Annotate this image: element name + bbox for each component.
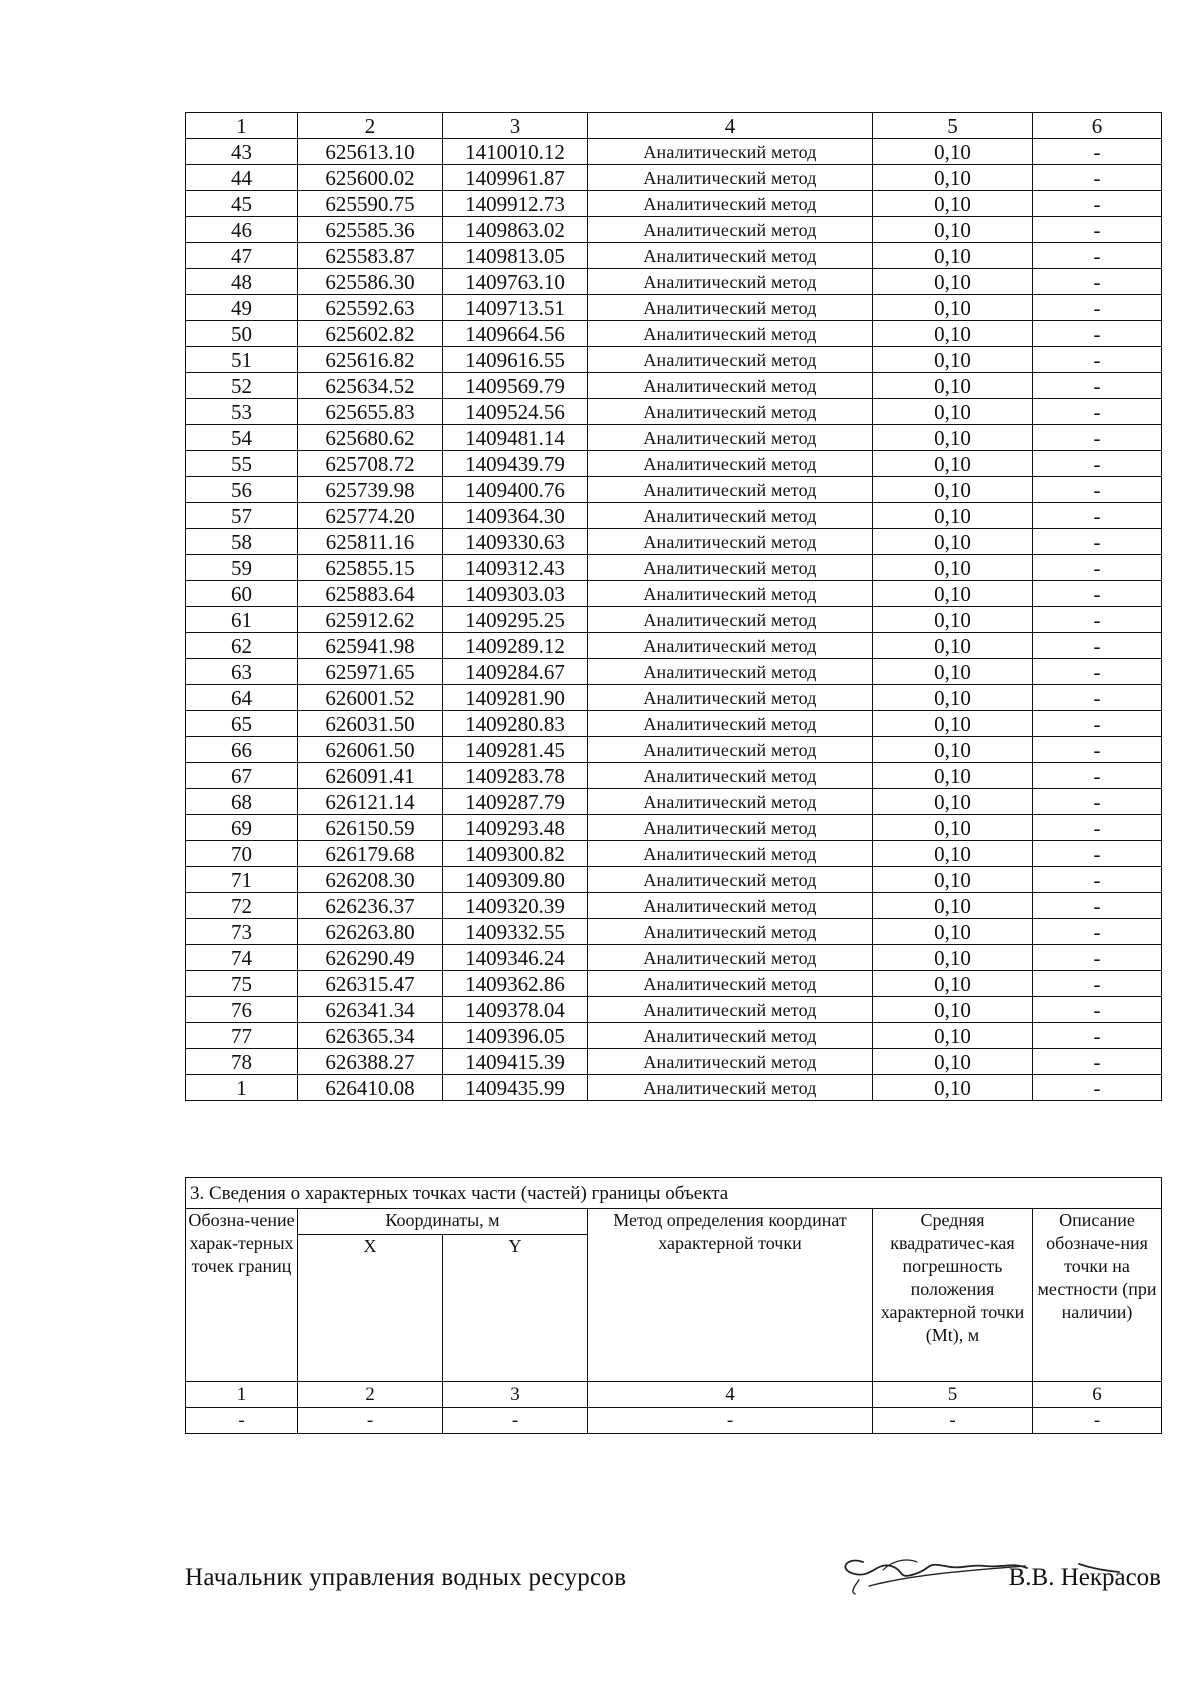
x-coordinate-cell: 626121.14 [298, 789, 443, 815]
y-coordinate-cell: 1409378.04 [443, 997, 588, 1023]
description-cell: - [1033, 607, 1162, 633]
error-cell: 0,10 [873, 139, 1033, 165]
error-cell: 0,10 [873, 737, 1033, 763]
header-row [186, 1209, 1162, 1235]
point-number-cell: 46 [186, 217, 298, 243]
x-coordinate-cell: 626091.41 [298, 763, 443, 789]
table-row [186, 919, 1162, 945]
table-row [186, 503, 1162, 529]
description-cell: - [1033, 945, 1162, 971]
x-coordinate-cell: 626290.49 [298, 945, 443, 971]
error-cell: 0,10 [873, 243, 1033, 269]
column-number-cell: 6 [1033, 113, 1162, 139]
y-coordinate-cell: 1409295.25 [443, 607, 588, 633]
column-number-cell: 4 [588, 113, 873, 139]
empty-cell: - [873, 1408, 1033, 1434]
x-coordinate-cell: 625883.64 [298, 581, 443, 607]
x-coordinate-cell: 625592.63 [298, 295, 443, 321]
table-row [186, 451, 1162, 477]
column-number-cell: 1 [186, 113, 298, 139]
method-cell: Аналитический метод [588, 633, 873, 659]
method-cell: Аналитический метод [588, 919, 873, 945]
description-cell: - [1033, 971, 1162, 997]
point-number-cell: 50 [186, 321, 298, 347]
table-row [186, 529, 1162, 555]
part-boundary-points-table [185, 1177, 1162, 1434]
method-cell: Аналитический метод [588, 373, 873, 399]
method-cell: Аналитический метод [588, 503, 873, 529]
description-cell: - [1033, 659, 1162, 685]
method-cell: Аналитический метод [588, 893, 873, 919]
error-cell: 0,10 [873, 529, 1033, 555]
x-coordinate-cell: 625590.75 [298, 191, 443, 217]
x-coordinate-cell: 625655.83 [298, 399, 443, 425]
point-number-cell: 53 [186, 399, 298, 425]
description-cell: - [1033, 1023, 1162, 1049]
error-cell: 0,10 [873, 971, 1033, 997]
point-number-cell: 65 [186, 711, 298, 737]
table-row [186, 321, 1162, 347]
error-cell: 0,10 [873, 321, 1033, 347]
method-cell: Аналитический метод [588, 581, 873, 607]
table-row [186, 165, 1162, 191]
error-cell: 0,10 [873, 217, 1033, 243]
y-coordinate-cell: 1409961.87 [443, 165, 588, 191]
y-coordinate-cell: 1409320.39 [443, 893, 588, 919]
y-coordinate-cell: 1409332.55 [443, 919, 588, 945]
point-number-cell: 76 [186, 997, 298, 1023]
x-coordinate-cell: 625739.98 [298, 477, 443, 503]
point-number-cell: 70 [186, 841, 298, 867]
method-cell: Аналитический метод [588, 685, 873, 711]
table-row [186, 1023, 1162, 1049]
empty-data-row [186, 1408, 1162, 1434]
description-cell: - [1033, 217, 1162, 243]
description-cell: - [1033, 191, 1162, 217]
table-row [186, 763, 1162, 789]
point-number-cell: 75 [186, 971, 298, 997]
x-coordinate-cell: 625941.98 [298, 633, 443, 659]
table-row [186, 373, 1162, 399]
table-row [186, 1075, 1162, 1101]
description-cell: - [1033, 399, 1162, 425]
method-cell: Аналитический метод [588, 269, 873, 295]
column-number-cell: 3 [443, 113, 588, 139]
point-number-cell: 62 [186, 633, 298, 659]
y-coordinate-cell: 1409309.80 [443, 867, 588, 893]
column-number-row [186, 113, 1162, 139]
table-row [186, 581, 1162, 607]
point-number-cell: 68 [186, 789, 298, 815]
point-number-cell: 57 [186, 503, 298, 529]
signatory-name: В.В. Некрасов [1008, 1564, 1161, 1591]
table-row [186, 685, 1162, 711]
error-cell: 0,10 [873, 945, 1033, 971]
y-coordinate-cell: 1409863.02 [443, 217, 588, 243]
error-cell: 0,10 [873, 659, 1033, 685]
table-row [186, 945, 1162, 971]
x-coordinate-cell: 625583.87 [298, 243, 443, 269]
error-cell: 0,10 [873, 503, 1033, 529]
y-coordinate-cell: 1409293.48 [443, 815, 588, 841]
method-cell: Аналитический метод [588, 191, 873, 217]
method-cell: Аналитический метод [588, 295, 873, 321]
point-number-cell: 67 [186, 763, 298, 789]
table-row [186, 347, 1162, 373]
table-row [186, 139, 1162, 165]
y-coordinate-cell: 1409912.73 [443, 191, 588, 217]
description-cell: - [1033, 373, 1162, 399]
header-point-designation: Обозна-чение харак-терных точек границ [186, 1209, 298, 1382]
table-row [186, 737, 1162, 763]
method-cell: Аналитический метод [588, 841, 873, 867]
method-cell: Аналитический метод [588, 451, 873, 477]
x-coordinate-cell: 626388.27 [298, 1049, 443, 1075]
description-cell: - [1033, 763, 1162, 789]
method-cell: Аналитический метод [588, 1049, 873, 1075]
x-coordinate-cell: 625586.30 [298, 269, 443, 295]
y-coordinate-cell: 1409524.56 [443, 399, 588, 425]
description-cell: - [1033, 529, 1162, 555]
table-row [186, 633, 1162, 659]
header-description: Описание обозначе-ния точки на местности (при наличии) [1033, 1209, 1162, 1382]
y-coordinate-cell: 1409281.90 [443, 685, 588, 711]
boundary-points-table [185, 112, 1162, 1101]
y-coordinate-cell: 1409813.05 [443, 243, 588, 269]
point-number-cell: 66 [186, 737, 298, 763]
empty-cell: - [298, 1408, 443, 1434]
y-coordinate-cell: 1410010.12 [443, 139, 588, 165]
method-cell: Аналитический метод [588, 321, 873, 347]
empty-cell: - [588, 1408, 873, 1434]
x-coordinate-cell: 626315.47 [298, 971, 443, 997]
method-cell: Аналитический метод [588, 529, 873, 555]
point-number-cell: 1 [186, 1075, 298, 1101]
error-cell: 0,10 [873, 997, 1033, 1023]
error-cell: 0,10 [873, 763, 1033, 789]
point-number-cell: 64 [186, 685, 298, 711]
x-coordinate-cell: 626179.68 [298, 841, 443, 867]
x-coordinate-cell: 625708.72 [298, 451, 443, 477]
x-coordinate-cell: 626365.34 [298, 1023, 443, 1049]
method-cell: Аналитический метод [588, 711, 873, 737]
point-number-cell: 72 [186, 893, 298, 919]
y-coordinate-cell: 1409664.56 [443, 321, 588, 347]
y-coordinate-cell: 1409312.43 [443, 555, 588, 581]
table-row [186, 971, 1162, 997]
method-cell: Аналитический метод [588, 659, 873, 685]
column-number-cell: 5 [873, 113, 1033, 139]
point-number-cell: 77 [186, 1023, 298, 1049]
x-coordinate-cell: 626150.59 [298, 815, 443, 841]
column-number-cell: 4 [588, 1382, 873, 1408]
table-row [186, 607, 1162, 633]
error-cell: 0,10 [873, 1049, 1033, 1075]
table-row [186, 841, 1162, 867]
x-coordinate-cell: 625912.62 [298, 607, 443, 633]
y-coordinate-cell: 1409362.86 [443, 971, 588, 997]
error-cell: 0,10 [873, 841, 1033, 867]
error-cell: 0,10 [873, 685, 1033, 711]
y-coordinate-cell: 1409481.14 [443, 425, 588, 451]
table-row [186, 711, 1162, 737]
table-row [186, 295, 1162, 321]
error-cell: 0,10 [873, 1023, 1033, 1049]
x-coordinate-cell: 625634.52 [298, 373, 443, 399]
y-coordinate-cell: 1409330.63 [443, 529, 588, 555]
description-cell: - [1033, 867, 1162, 893]
error-cell: 0,10 [873, 451, 1033, 477]
point-number-cell: 59 [186, 555, 298, 581]
table-row [186, 867, 1162, 893]
error-cell: 0,10 [873, 373, 1033, 399]
y-coordinate-cell: 1409287.79 [443, 789, 588, 815]
point-number-cell: 47 [186, 243, 298, 269]
point-number-cell: 55 [186, 451, 298, 477]
method-cell: Аналитический метод [588, 477, 873, 503]
method-cell: Аналитический метод [588, 815, 873, 841]
method-cell: Аналитический метод [588, 607, 873, 633]
description-cell: - [1033, 919, 1162, 945]
table-row [186, 659, 1162, 685]
point-number-cell: 63 [186, 659, 298, 685]
empty-cell: - [186, 1408, 298, 1434]
description-cell: - [1033, 321, 1162, 347]
column-number-cell: 1 [186, 1382, 298, 1408]
description-cell: - [1033, 347, 1162, 373]
error-cell: 0,10 [873, 581, 1033, 607]
description-cell: - [1033, 1075, 1162, 1101]
y-coordinate-cell: 1409280.83 [443, 711, 588, 737]
column-number-cell: 6 [1033, 1382, 1162, 1408]
y-coordinate-cell: 1409300.82 [443, 841, 588, 867]
table-row [186, 1049, 1162, 1075]
error-cell: 0,10 [873, 1075, 1033, 1101]
description-cell: - [1033, 815, 1162, 841]
table-row [186, 893, 1162, 919]
point-number-cell: 74 [186, 945, 298, 971]
description-cell: - [1033, 269, 1162, 295]
x-coordinate-cell: 625600.02 [298, 165, 443, 191]
method-cell: Аналитический метод [588, 737, 873, 763]
column-number-cell: 5 [873, 1382, 1033, 1408]
x-coordinate-cell: 626061.50 [298, 737, 443, 763]
point-number-cell: 45 [186, 191, 298, 217]
section-title: 3. Сведения о характерных точках части (частей) границы объекта [186, 1178, 1162, 1209]
point-number-cell: 78 [186, 1049, 298, 1075]
error-cell: 0,10 [873, 867, 1033, 893]
y-coordinate-cell: 1409400.76 [443, 477, 588, 503]
point-number-cell: 73 [186, 919, 298, 945]
x-coordinate-cell: 625680.62 [298, 425, 443, 451]
error-cell: 0,10 [873, 893, 1033, 919]
description-cell: - [1033, 243, 1162, 269]
method-cell: Аналитический метод [588, 347, 873, 373]
x-coordinate-cell: 626341.34 [298, 997, 443, 1023]
description-cell: - [1033, 477, 1162, 503]
error-cell: 0,10 [873, 477, 1033, 503]
method-cell: Аналитический метод [588, 971, 873, 997]
error-cell: 0,10 [873, 919, 1033, 945]
description-cell: - [1033, 841, 1162, 867]
error-cell: 0,10 [873, 191, 1033, 217]
y-coordinate-cell: 1409281.45 [443, 737, 588, 763]
method-cell: Аналитический метод [588, 425, 873, 451]
point-number-cell: 44 [186, 165, 298, 191]
y-coordinate-cell: 1409763.10 [443, 269, 588, 295]
point-number-cell: 58 [186, 529, 298, 555]
y-coordinate-cell: 1409415.39 [443, 1049, 588, 1075]
column-number-cell: 2 [298, 1382, 443, 1408]
method-cell: Аналитический метод [588, 763, 873, 789]
y-coordinate-cell: 1409303.03 [443, 581, 588, 607]
y-coordinate-cell: 1409616.55 [443, 347, 588, 373]
method-cell: Аналитический метод [588, 243, 873, 269]
error-cell: 0,10 [873, 607, 1033, 633]
method-cell: Аналитический метод [588, 399, 873, 425]
y-coordinate-cell: 1409284.67 [443, 659, 588, 685]
table-row [186, 477, 1162, 503]
method-cell: Аналитический метод [588, 1023, 873, 1049]
point-number-cell: 56 [186, 477, 298, 503]
error-cell: 0,10 [873, 165, 1033, 191]
point-number-cell: 48 [186, 269, 298, 295]
method-cell: Аналитический метод [588, 139, 873, 165]
error-cell: 0,10 [873, 269, 1033, 295]
y-coordinate-cell: 1409569.79 [443, 373, 588, 399]
error-cell: 0,10 [873, 295, 1033, 321]
point-number-cell: 60 [186, 581, 298, 607]
method-cell: Аналитический метод [588, 165, 873, 191]
error-cell: 0,10 [873, 555, 1033, 581]
description-cell: - [1033, 581, 1162, 607]
description-cell: - [1033, 633, 1162, 659]
table-row [186, 789, 1162, 815]
table-row [186, 269, 1162, 295]
method-cell: Аналитический метод [588, 789, 873, 815]
error-cell: 0,10 [873, 347, 1033, 373]
x-coordinate-cell: 626001.52 [298, 685, 443, 711]
point-number-cell: 49 [186, 295, 298, 321]
error-cell: 0,10 [873, 633, 1033, 659]
boundary-points-table-body [186, 113, 1162, 1101]
x-coordinate-cell: 626263.80 [298, 919, 443, 945]
description-cell: - [1033, 165, 1162, 191]
description-cell: - [1033, 737, 1162, 763]
description-cell: - [1033, 295, 1162, 321]
method-cell: Аналитический метод [588, 1075, 873, 1101]
y-coordinate-cell: 1409435.99 [443, 1075, 588, 1101]
point-number-cell: 61 [186, 607, 298, 633]
description-cell: - [1033, 503, 1162, 529]
method-cell: Аналитический метод [588, 945, 873, 971]
header-coordinates: Координаты, м [298, 1209, 588, 1235]
description-cell: - [1033, 789, 1162, 815]
description-cell: - [1033, 997, 1162, 1023]
y-coordinate-cell: 1409364.30 [443, 503, 588, 529]
description-cell: - [1033, 451, 1162, 477]
header-error: Средняя квадратичес-кая погрешность положения характерной точки (Mt), м [873, 1209, 1033, 1382]
table-row [186, 815, 1162, 841]
error-cell: 0,10 [873, 711, 1033, 737]
x-coordinate-cell: 625613.10 [298, 139, 443, 165]
y-coordinate-cell: 1409289.12 [443, 633, 588, 659]
description-cell: - [1033, 425, 1162, 451]
point-number-cell: 71 [186, 867, 298, 893]
x-coordinate-cell: 626236.37 [298, 893, 443, 919]
signatory-position: Начальник управления водных ресурсов [185, 1564, 627, 1591]
y-coordinate-cell: 1409283.78 [443, 763, 588, 789]
x-coordinate-cell: 625811.16 [298, 529, 443, 555]
description-cell: - [1033, 555, 1162, 581]
table-row [186, 191, 1162, 217]
x-coordinate-cell: 625971.65 [298, 659, 443, 685]
x-coordinate-cell: 625774.20 [298, 503, 443, 529]
error-cell: 0,10 [873, 815, 1033, 841]
header-x: X [298, 1235, 443, 1382]
point-number-cell: 51 [186, 347, 298, 373]
section-title-row [186, 1178, 1162, 1209]
method-cell: Аналитический метод [588, 217, 873, 243]
header-method: Метод определения координат характерной точки [588, 1209, 873, 1382]
x-coordinate-cell: 625616.82 [298, 347, 443, 373]
column-number-cell: 2 [298, 113, 443, 139]
table-row [186, 399, 1162, 425]
y-coordinate-cell: 1409439.79 [443, 451, 588, 477]
method-cell: Аналитический метод [588, 997, 873, 1023]
y-coordinate-cell: 1409396.05 [443, 1023, 588, 1049]
empty-cell: - [1033, 1408, 1162, 1434]
x-coordinate-cell: 625855.15 [298, 555, 443, 581]
point-number-cell: 69 [186, 815, 298, 841]
x-coordinate-cell: 626410.08 [298, 1075, 443, 1101]
description-cell: - [1033, 893, 1162, 919]
y-coordinate-cell: 1409713.51 [443, 295, 588, 321]
table-row [186, 997, 1162, 1023]
error-cell: 0,10 [873, 789, 1033, 815]
column-number-row [186, 1382, 1162, 1408]
description-cell: - [1033, 1049, 1162, 1075]
description-cell: - [1033, 139, 1162, 165]
x-coordinate-cell: 625602.82 [298, 321, 443, 347]
signature-block [185, 1540, 1161, 1600]
x-coordinate-cell: 626208.30 [298, 867, 443, 893]
column-number-cell: 3 [443, 1382, 588, 1408]
method-cell: Аналитический метод [588, 555, 873, 581]
point-number-cell: 43 [186, 139, 298, 165]
table-row [186, 217, 1162, 243]
header-y: Y [443, 1235, 588, 1382]
table-row [186, 555, 1162, 581]
x-coordinate-cell: 626031.50 [298, 711, 443, 737]
error-cell: 0,10 [873, 399, 1033, 425]
point-number-cell: 54 [186, 425, 298, 451]
description-cell: - [1033, 685, 1162, 711]
point-number-cell: 52 [186, 373, 298, 399]
empty-cell: - [443, 1408, 588, 1434]
description-cell: - [1033, 711, 1162, 737]
method-cell: Аналитический метод [588, 867, 873, 893]
table-row [186, 243, 1162, 269]
error-cell: 0,10 [873, 425, 1033, 451]
x-coordinate-cell: 625585.36 [298, 217, 443, 243]
y-coordinate-cell: 1409346.24 [443, 945, 588, 971]
table-row [186, 425, 1162, 451]
